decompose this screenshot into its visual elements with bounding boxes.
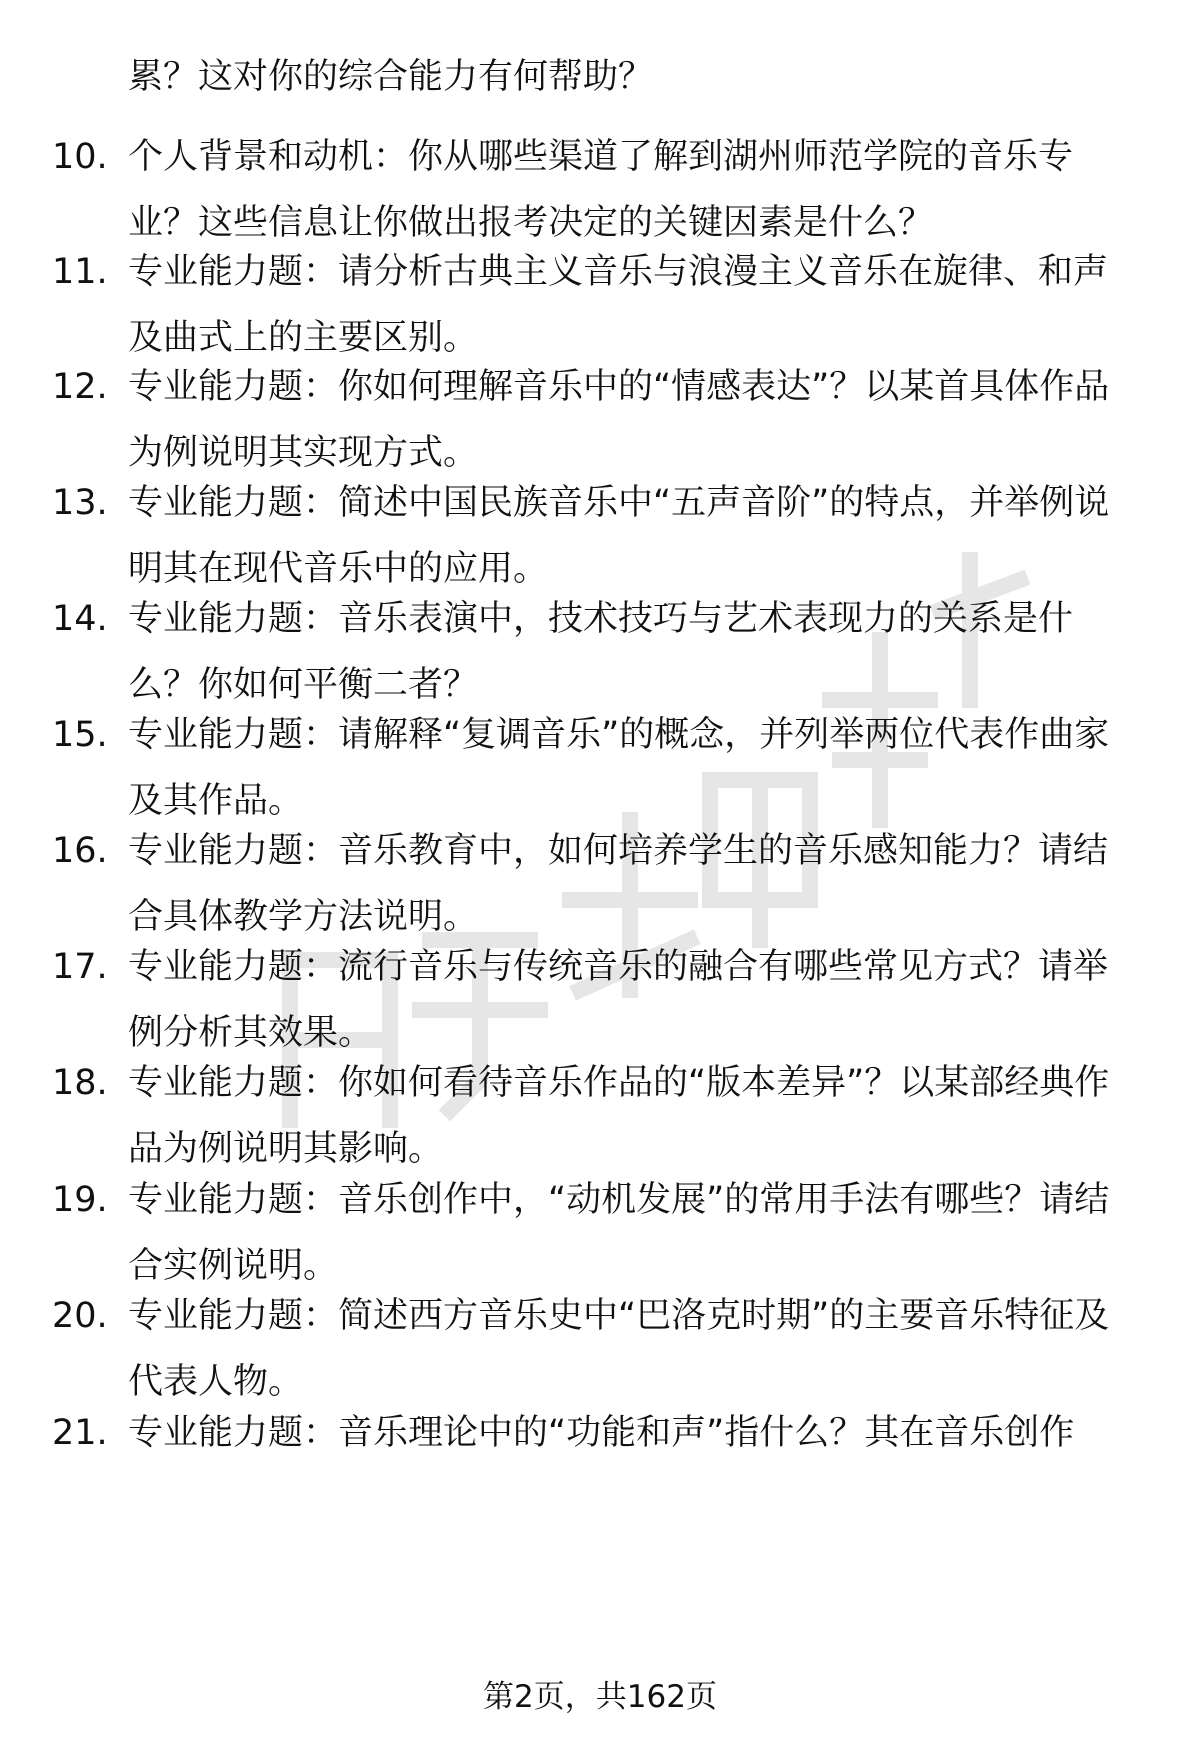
item-number: 18. xyxy=(52,1063,108,1103)
item-number: 13. xyxy=(52,483,108,523)
item-text: 个人背景和动机：你从哪些渠道了解到湖州师范学院的音乐专业？这些信息让你做出报考决定的关键因素是什么？ xyxy=(128,137,1074,243)
item-number: 10. xyxy=(52,137,108,177)
item-text: 专业能力题：音乐创作中，“动机发展”的常用手法有哪些？请结合实例说明。 xyxy=(128,1180,1110,1286)
item-number: 17. xyxy=(52,947,108,987)
item-number: 12. xyxy=(52,367,108,407)
item-text: 专业能力题：你如何理解音乐中的“情感表达”？以某首具体作品为例说明其实现方式。 xyxy=(128,367,1110,473)
item-number: 21. xyxy=(52,1413,108,1453)
item-number: 19. xyxy=(52,1180,108,1220)
item-number: 15. xyxy=(52,715,108,755)
item-text: 专业能力题：音乐教育中，如何培养学生的音乐感知能力？请结合具体教学方法说明。 xyxy=(128,831,1109,937)
page-footer: 第2页，共162页 xyxy=(483,1679,717,1715)
continuation-text: 累？这对你的综合能力有何帮助？ xyxy=(128,57,654,97)
item-number: 11. xyxy=(52,252,108,292)
item-number: 16. xyxy=(52,831,108,871)
item-text: 专业能力题：音乐理论中的“功能和声”指什么？其在音乐创作 xyxy=(128,1413,1075,1453)
item-text: 专业能力题：简述西方音乐史中“巴洛克时期”的主要音乐特征及代表人物。 xyxy=(128,1296,1110,1402)
item-text: 专业能力题：简述中国民族音乐中“五声音阶”的特点，并举例说明其在现代音乐中的应用。 xyxy=(128,483,1110,589)
item-text: 专业能力题：你如何看待音乐作品的“版本差异”？以某部经典作品为例说明其影响。 xyxy=(128,1063,1110,1169)
item-text: 专业能力题：音乐表演中，技术技巧与艺术表现力的关系是什么？你如何平衡二者？ xyxy=(128,599,1074,705)
item-text: 专业能力题：请分析古典主义音乐与浪漫主义音乐在旋律、和声及曲式上的主要区别。 xyxy=(128,252,1109,358)
item-text: 专业能力题：流行音乐与传统音乐的融合有哪些常见方式？请举例分析其效果。 xyxy=(128,947,1109,1053)
item-number: 14. xyxy=(52,599,108,639)
item-text: 专业能力题：请解释“复调音乐”的概念，并列举两位代表作曲家及其作品。 xyxy=(128,715,1110,821)
item-number: 20. xyxy=(52,1296,108,1336)
